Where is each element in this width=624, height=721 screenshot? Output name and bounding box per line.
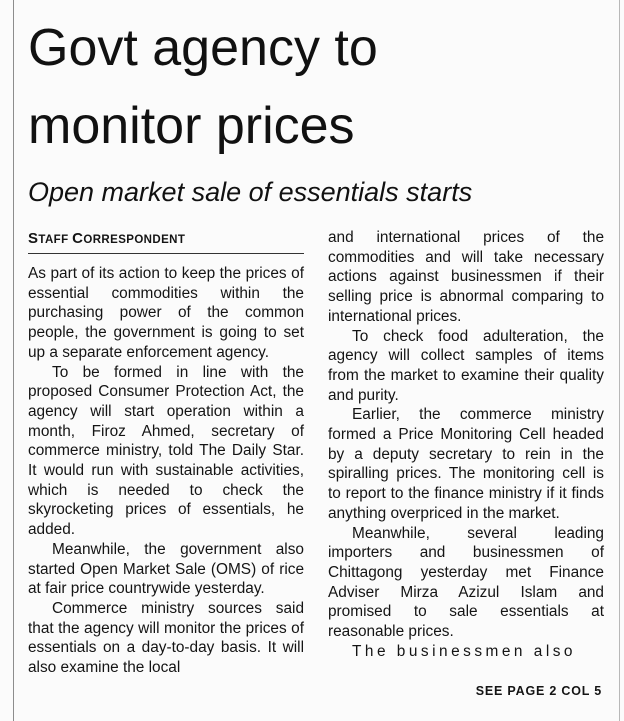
byline [28,229,304,254]
paragraph: Earlier, the commerce ministry formed a Price Monitoring Cell headed by a deputy secretary to rein in the spiralling prices. The monitoring cell is to report to the finance ministry if it finds anything overpriced in the market. [328,406,604,522]
paragraph-spaced-line: The businessmen also [352,642,576,660]
paragraph: Commerce ministry sources said that the agency will monitor the prices of essentials on a day-to-day basis. It will also examine the local [28,599,304,677]
byline-rest-1: TAFF [38,234,73,246]
continuation-jump-line[interactable]: SEE PAGE 2 COL 5 [475,684,602,698]
paragraph: and international prices of the commodities and will take necessary actions against businessmen if their selling price is abnormal comparing to international prices. [328,229,604,325]
byline-initial-2: C [72,230,84,247]
paragraph [328,642,604,662]
article-column-1 [28,264,304,678]
paragraph: Meanwhile, the government also started Open Market Sale (OMS) of rice at fair price countrywide yesterday. [28,540,304,598]
headline-line-1: Govt agency to [28,19,378,77]
paragraph: To be formed in line with the proposed Consumer Protection Act, the agency will start operation within a month, Firoz Ahmed, secretary of commerce ministry, told The Daily Star. It would run with sustainable activities, which is needed to check the skyrocketing prices of essentials, he added. [28,363,304,539]
byline-rest-2: ORRESPONDENT [83,234,186,246]
subheadline: Open market sale of essentials starts [28,177,473,207]
paragraph: To check food adulteration, the agency will collect samples of items from the market to examine their quality and purity. [328,327,604,404]
headline-line-2: monitor prices [28,97,355,155]
article-column-2 [328,228,604,661]
paragraph: As part of its action to keep the prices of essential commodities within the purchasing power of the common people, the government is going to set up a separate enforcement agency. [28,265,304,361]
byline-initial-1: S [28,230,39,247]
paragraph: Meanwhile, several leading importers and businessmen of Chittagong yesterday met Finance Adviser Mirza Azizul Islam and promised to sale essentials at reasonable prices. [328,524,604,641]
column-rule-right [619,0,620,721]
column-rule-left [13,0,14,721]
